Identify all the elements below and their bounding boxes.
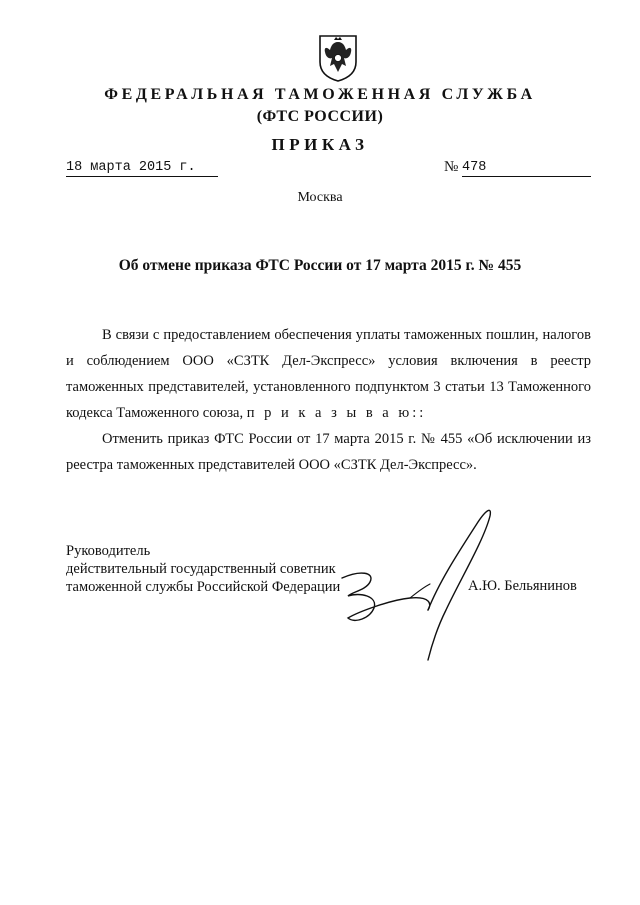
document-number: 478	[462, 160, 591, 177]
paragraph-2: Отменить приказ ФТС России от 17 марта 2015 г. № 455 «Об исключении из реестра таможенных представителей ООО «СЗТК Дел-Экспресс».	[66, 431, 591, 473]
order-word: п р и к а з ы в а ю::	[246, 405, 427, 421]
organization-abbreviation: (ФТС РОССИИ)	[256, 108, 384, 125]
document-subject: Об отмене приказа ФТС России от 17 марта 2015 г. № 455	[118, 257, 522, 274]
document-date: 18 марта 2015 г.	[66, 160, 218, 177]
document-body	[66, 322, 591, 478]
paragraph-1	[66, 322, 591, 426]
signatory-line-3: таможенной службы Российской Федерации	[66, 579, 341, 595]
document-type: ПРИКАЗ	[271, 135, 369, 154]
signatory-line-2: действительный государственный советник	[66, 561, 336, 577]
paragraph-1-text: В связи с предоставлением обеспечения уплаты таможенных пошлин, налогов и соблюдением ООО «СЗТК Дел-Экспресс» условия включения в реестр таможенных представителей, установленного подпунктом 3 статьи 13 Таможенного кодекса Таможенного союза,	[66, 327, 591, 421]
city: Москва	[297, 190, 343, 205]
signatory-line-1: Руководитель	[66, 543, 151, 559]
organization-name: ФЕДЕРАЛЬНАЯ ТАМОЖЕННАЯ СЛУЖБА	[104, 86, 536, 103]
state-emblem-icon	[316, 28, 360, 82]
signer-name: А.Ю. Бельянинов	[468, 578, 577, 594]
number-sign: №	[444, 159, 459, 175]
